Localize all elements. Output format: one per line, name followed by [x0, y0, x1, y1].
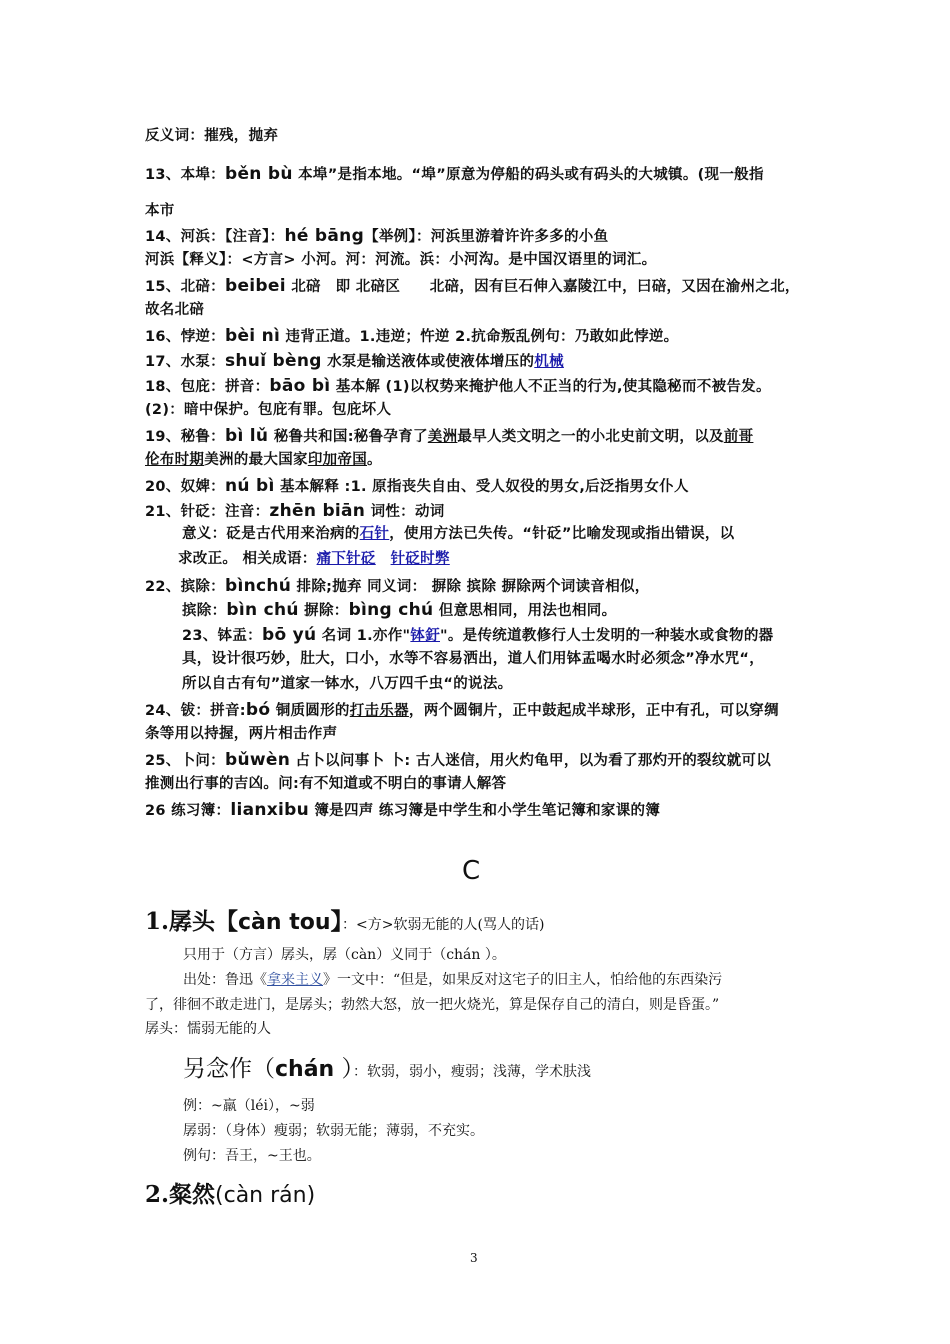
- entry-18-cont: (2)：暗中保护。包庇有罪。包庇坏人: [145, 402, 392, 418]
- entry-17: 17、水泵：shuǐ bèng 水泵是输送液体或使液体增压的机械: [145, 351, 564, 371]
- entry-23: 23、钵盂：bō yú 名词 1.亦作"钵釪"。是传统道教修行人士发明的一种装水或食物的器: [182, 625, 774, 645]
- entry-24-cont: 条等用以持握，两片相击作声: [145, 726, 338, 742]
- entry-19: 19、秘鲁：bì lǔ 秘鲁共和国:秘鲁孕育了美洲最早人类文明之一的小北史前文明，以及前哥: [145, 426, 754, 446]
- link-yinjia[interactable]: 印加帝国: [307, 452, 368, 468]
- c2-heading: 2.粲然(càn rán): [145, 1181, 316, 1208]
- entry-19-cont: 伦布时期美洲的最大国家印加帝国。: [145, 452, 382, 468]
- section-letter: C: [462, 856, 481, 886]
- entry-22-cont: 摈除：bìn chú 摒除：bìng chú 但意思相同，用法也相同。: [182, 600, 617, 620]
- entry-18: 18、包庇：拼音：bāo bì 基本解 (1)以权势来掩护他人不正当的行为,使其隐秘而不被告发。: [145, 376, 771, 396]
- entry-22: 22、摈除：bìnchú 排除;抛弃 同义词： 摒除 摈除 摒除两个词读音相似，: [145, 576, 650, 596]
- entry-20: 20、奴婢：nú bì 基本解释 :1. 原指丧失自由、受人奴役的男女,后泛指男女仆人: [145, 476, 689, 496]
- entry-25: 25、卜问：bǔwèn 占卜以问事卜 卜: 古人迷信，用火灼龟甲，以为看了那灼开的裂纹就可以: [145, 750, 772, 770]
- link-zhenbianshibi[interactable]: 针砭时弊: [390, 551, 450, 567]
- entry-26: 26 练习簿：lianxibu 簿是四声 练习簿是中学生和小学生笔记簿和家课的簿: [145, 800, 661, 820]
- entry-21: 21、针砭：注音：zhēn biān 词性：动词: [145, 501, 445, 521]
- entry-21-idioms: 求改正。 相关成语：痛下针砭 针砭时弊: [178, 551, 450, 567]
- link-meizhou[interactable]: 美洲: [427, 429, 458, 445]
- entry-24: 24、钹：拼音:bó 铜质圆形的打击乐器，两个圆铜片，正中鼓起成半球形，正中有孔，可以穿绸: [145, 700, 779, 720]
- entry-13: 13、本埠：běn bù 本埠”是指本地。“埠”原意为停船的码头或有码头的大城镇。(现一般指: [145, 164, 764, 184]
- page-number: 3: [470, 1251, 478, 1265]
- entry-14-cont: 河浜【释义】：<方言> 小河。河：河流。浜：小河沟。是中国汉语里的词汇。: [145, 252, 657, 268]
- c1-alt-heading: 另念作（chán ）：软弱，弱小，瘦弱；浅薄，学术肤浅: [183, 1056, 592, 1082]
- c1-source: 出处：鲁迅《拿来主义》一文中：“但是，如果反对这宅子的旧主人，怕给他的东西染污: [183, 972, 723, 988]
- link-dajiyueqi[interactable]: 打击乐器: [349, 703, 409, 719]
- link-boyu[interactable]: 钵釪: [410, 628, 440, 644]
- entry-25-cont: 推测出行事的吉凶。问:有不知道或不明白的事请人解答: [145, 776, 507, 792]
- entry-14: 14、河浜：【注音】：hé bāng【举例】：河浜里游着许许多多的小鱼: [145, 226, 609, 246]
- link-qiange[interactable]: 前哥: [723, 429, 754, 445]
- c1-note: 只用于（方言）孱头，孱（càn）义同于（chán ）。: [183, 947, 506, 963]
- c1-example-1: 例：~羸（léi），~弱: [183, 1098, 315, 1114]
- link-tongxiazhenbian[interactable]: 痛下针砭: [316, 551, 376, 567]
- entry-13-cont: 本市: [145, 203, 175, 219]
- entry-23-cont2: 所以自古有句”道家一钵水，八万四千虫“的说法。: [182, 676, 513, 692]
- link-shizhen[interactable]: 石针: [359, 526, 390, 542]
- entry-23-cont1: 具，设计很巧妙，肚大，口小，水等不容易洒出，道人们用钵盂喝水时必须念”净水咒“，: [182, 651, 765, 667]
- entry-15-cont: 故名北碚: [145, 302, 205, 318]
- antonym-line: 反义词：摧残，抛弃: [145, 128, 279, 144]
- c1-example-2: 孱弱：（身体）瘦弱；软弱无能；薄弱，不充实。: [183, 1123, 484, 1139]
- link-jixie[interactable]: 机械: [534, 354, 564, 370]
- c1-heading: 1.孱头【càn tou】：<方>软弱无能的人(骂人的话): [145, 908, 545, 935]
- c1-example-3: 例句：吾王，~王也。: [183, 1148, 321, 1164]
- link-lunbushiqi[interactable]: 伦布时期: [145, 452, 205, 468]
- c1-source-cont: 了，徘徊不敢走进门，是孱头；勃然大怒，放一把火烧光，算是保存自己的清白，则是昏蛋。”: [145, 997, 720, 1013]
- entry-15: 15、北碚：beibei 北碚 即 北碚区 北碚，因有巨石伸入嘉陵江中，曰碚，又因在渝州之北，: [145, 276, 800, 296]
- entry-21-meaning: 意义：砭是古代用来治病的石针，使用方法已失传。“针砭”比喻发现或指出错误，以: [182, 526, 735, 542]
- link-nalaizhuyi[interactable]: 拿来主义: [267, 972, 323, 988]
- entry-16: 16、悖逆：bèi nì 违背正道。1.违逆；忤逆 2.抗命叛乱例句：乃敢如此悖逆。: [145, 326, 679, 346]
- c1-meaning: 孱头：懦弱无能的人: [145, 1021, 271, 1037]
